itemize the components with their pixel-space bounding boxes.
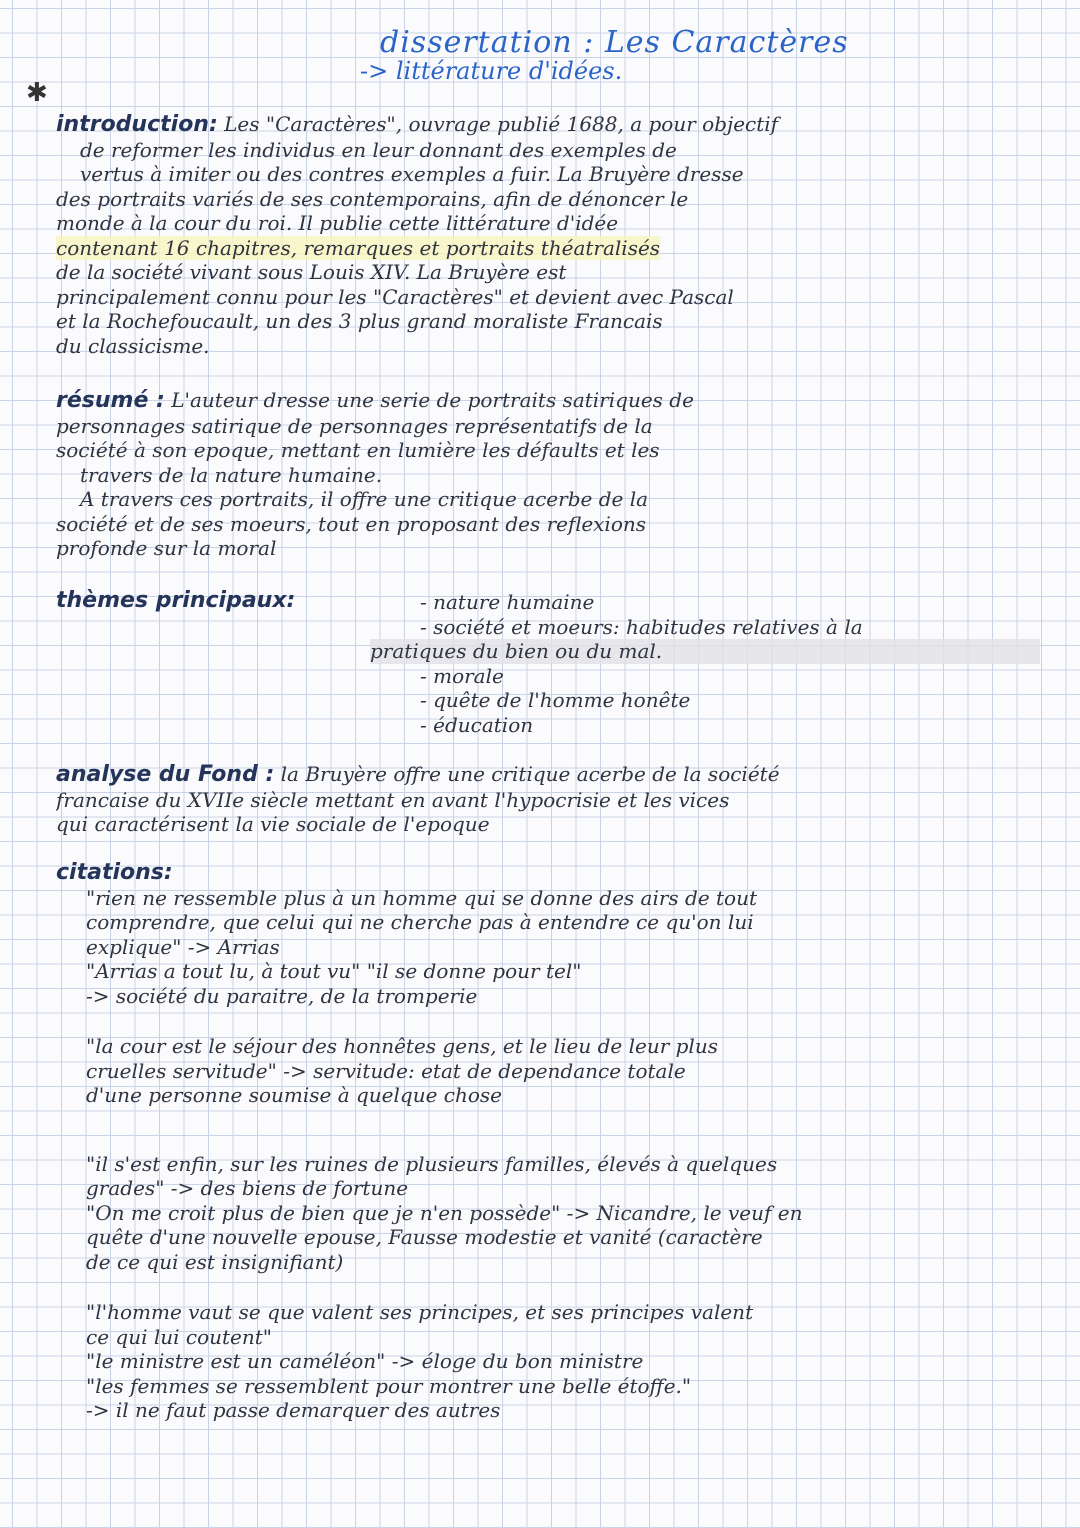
- citation-line: -> il ne faut passe demarquer des autres: [86, 1398, 501, 1422]
- analyse-line: francaise du XVIIe siècle mettant en avant l'hypocrisie et les vices: [56, 787, 730, 812]
- theme-item: - quête de l'homme honête: [420, 688, 691, 712]
- themes-heading: thèmes principaux:: [56, 588, 296, 613]
- citation-line: "il s'est enfin, sur les ruines de plusieurs familles, élevés à quelques: [86, 1151, 778, 1176]
- introduction-section: [56, 112, 1046, 358]
- citation-block: [56, 1034, 1046, 1108]
- theme-item: - éducation: [420, 712, 534, 737]
- star-icon: ✱: [26, 78, 48, 108]
- analyse-line: la Bruyère offre une critique acerbe de la société: [280, 762, 780, 786]
- title-block: [360, 25, 1000, 85]
- citation-block: [56, 1152, 1046, 1275]
- intro-line: vertus à imiter ou des contres exemples a fuir. La Bruyère dresse: [80, 162, 744, 186]
- theme-item: - nature humaine: [420, 590, 595, 614]
- citation-line: comprendre, que celui qui ne cherche pas à entendre ce qu'on lui: [86, 910, 754, 934]
- intro-line: de la société vivant sous Louis XIV. La Bruyère est: [56, 260, 567, 284]
- citation-block: [56, 1300, 1046, 1423]
- resume-heading: résumé :: [56, 388, 165, 413]
- citation-line: cruelles servitude" -> servitude: etat de dependance totale: [86, 1058, 686, 1083]
- resume-line: société à son epoque, mettant en lumière les défaults et les: [56, 438, 660, 462]
- citation-line: explique" -> Arrias: [86, 934, 280, 959]
- introduction-heading: introduction:: [56, 112, 218, 137]
- resume-line: société et de ses moeurs, tout en proposant des reflexions: [56, 511, 647, 536]
- intro-line: monde à la cour du roi. Il publie cette littérature d'idée: [56, 211, 619, 235]
- analyse-heading: analyse du Fond :: [56, 762, 275, 787]
- resume-line: profonde sur la moral: [56, 536, 277, 560]
- citation-block: [56, 886, 1046, 1009]
- citation-line: de ce qui est insignifiant): [86, 1249, 344, 1274]
- theme-item: - société et moeurs: habitudes relatives à la: [420, 614, 863, 639]
- citation-line: "rien ne ressemble plus à un homme qui se donne des airs de tout: [86, 885, 758, 910]
- citation-line: "la cour est le séjour des honnêtes gens, et le lieu de leur plus: [86, 1034, 718, 1058]
- citation-line: "On me croit plus de bien que je n'en possède" -> Nicandre, le veuf en: [86, 1200, 803, 1225]
- citation-line: ce qui lui coutent": [86, 1324, 272, 1349]
- resume-line: travers de la nature humaine.: [80, 462, 383, 487]
- intro-line: de reformer les individus en leur donnant des exemples de: [80, 137, 677, 162]
- citation-line: "le ministre est un caméléon" -> éloge du bon ministre: [86, 1349, 644, 1373]
- intro-line: et la Rochefoucault, un des 3 plus grand moraliste Francais: [56, 309, 663, 333]
- page-title: dissertation : Les Caractères: [380, 25, 849, 60]
- citations-heading: citations:: [56, 860, 173, 885]
- resume-section: [56, 388, 1046, 561]
- analyse-section: [56, 762, 1046, 837]
- analyse-line: qui caractérisent la vie sociale de l'epoque: [56, 812, 490, 836]
- citations-section: [56, 860, 1046, 1423]
- citation-line: quête d'une nouvelle epouse, Fausse modestie et vanité (caractère: [86, 1225, 763, 1249]
- citation-line: d'une personne soumise à quelque chose: [86, 1083, 503, 1107]
- resume-line: L'auteur dresse une serie de portraits satiriques de: [171, 388, 694, 412]
- intro-line: des portraits variés de ses contemporains, afin de dénoncer le: [56, 186, 689, 211]
- intro-line: principalement connu pour les "Caractères" et devient avec Pascal: [56, 284, 734, 309]
- theme-item: pratiques du bien ou du mal.: [370, 639, 1040, 664]
- resume-line: personnages satirique de personnages représentatifs de la: [56, 413, 653, 438]
- intro-line: contenant 16 chapitres, remarques et portraits théatralisés: [56, 235, 661, 260]
- citation-line: "Arrias a tout lu, à tout vu" "il se donne pour tel": [86, 959, 582, 983]
- citation-line: -> société du paraitre, de la tromperie: [86, 983, 478, 1008]
- intro-line: du classicisme.: [56, 333, 210, 358]
- citation-line: grades" -> des biens de fortune: [86, 1176, 409, 1200]
- resume-line: A travers ces portraits, il offre une critique acerbe de la: [80, 487, 649, 511]
- themes-list: [370, 590, 1040, 737]
- page-subtitle: -> littérature d'idées.: [360, 57, 623, 85]
- citation-line: "les femmes se ressemblent pour montrer une belle étoffe.": [86, 1373, 692, 1398]
- intro-line: Les "Caractères", ouvrage publié 1688, a pour objectif: [224, 112, 779, 136]
- theme-item: - morale: [420, 663, 504, 688]
- citation-line: "l'homme vaut se que valent ses principes, et ses principes valent: [86, 1300, 754, 1324]
